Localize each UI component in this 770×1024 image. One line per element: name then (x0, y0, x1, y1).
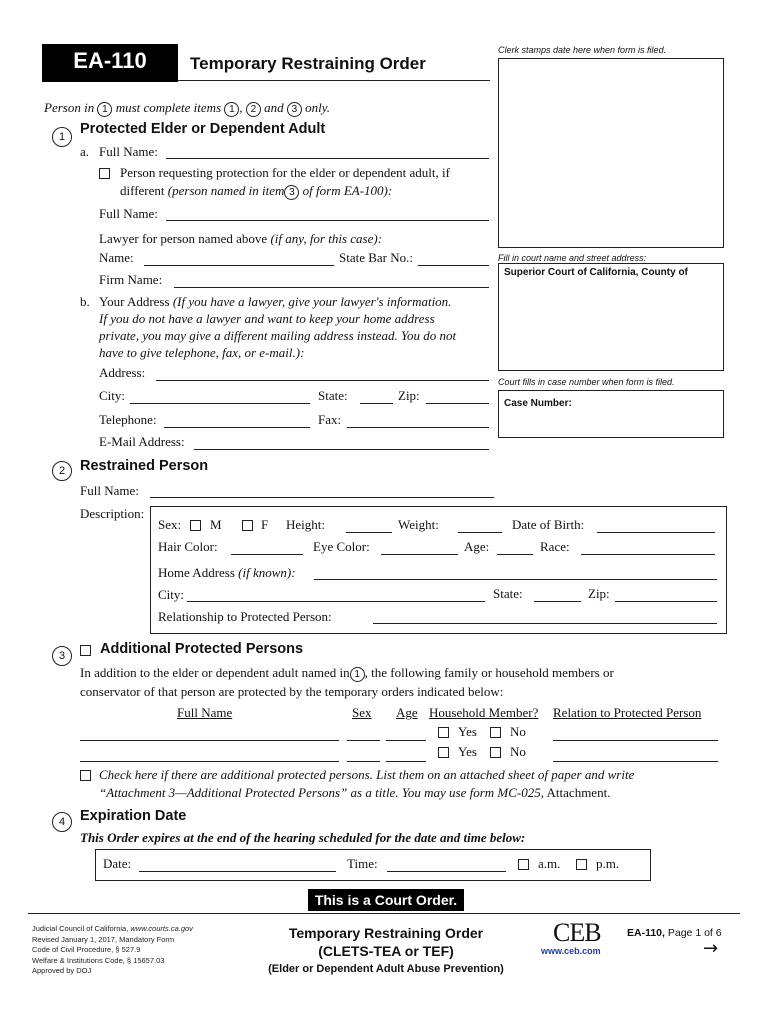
telephone-field[interactable] (164, 427, 310, 428)
home-address-field[interactable] (314, 579, 717, 580)
section-2-title: Restrained Person (80, 458, 209, 474)
sex-m-checkbox[interactable] (190, 520, 201, 531)
col-relation: Relation to Protected Person (553, 705, 702, 720)
col-household: Household Member? (429, 705, 539, 720)
person1-age-field[interactable] (386, 740, 426, 741)
rp-full-name-label: Full Name: (80, 483, 139, 498)
clerk-stamp-box (498, 58, 724, 248)
person2-yes-checkbox[interactable] (438, 747, 449, 758)
sex-f-checkbox[interactable] (242, 520, 253, 531)
rp-zip-field[interactable] (615, 601, 717, 602)
person2-no-label: No (510, 744, 526, 759)
time-label: Time: (347, 856, 378, 871)
city-label: City: (99, 388, 126, 403)
section-1-number: 1 (52, 127, 72, 147)
expiration-text: This Order expires at the end of the hearing scheduled for the date and time below: (80, 830, 526, 845)
full-name-label: Full Name: (99, 144, 158, 159)
form-title: Temporary Restraining Order (190, 54, 426, 73)
requestor-checkbox[interactable] (99, 168, 110, 179)
address-label: Address: (99, 365, 146, 380)
person1-name-field[interactable] (80, 740, 339, 741)
instructions: Person in 1 must complete items 1 , 2 and 3 only. (44, 100, 331, 115)
zip-field[interactable] (426, 403, 489, 404)
full-name-2-label: Full Name: (99, 206, 158, 221)
col-full-name: Full Name (177, 705, 233, 720)
additional-persons-checkbox[interactable] (80, 645, 91, 656)
fax-field[interactable] (347, 427, 489, 428)
more-persons-text-2: “Attachment 3—Additional Protected Persons” as a title. You may use form MC-025, Attachment. (99, 785, 611, 800)
col-sex: Sex (352, 705, 372, 720)
city-field[interactable] (130, 403, 310, 404)
ceb-url[interactable]: www.ceb.com (541, 946, 601, 956)
case-note: Court fills in case number when form is filed. (498, 377, 675, 387)
section-4-number: 4 (52, 812, 72, 832)
footer-title: Temporary Restraining Order (CLETS-TEA or TEF) (Elder or Dependent Adult Abuse Prevention) (268, 925, 504, 975)
rp-zip-label: Zip: (588, 586, 610, 601)
height-label: Height: (286, 517, 325, 532)
address-hint-4: have to give telephone, fax, or e-mail.): (99, 345, 305, 360)
weight-label: Weight: (398, 517, 439, 532)
relationship-label: Relationship to Protected Person: (158, 609, 332, 624)
sex-f-label: F (261, 517, 269, 532)
pm-checkbox[interactable] (576, 859, 587, 870)
clerk-note: Clerk stamps date here when form is filed. (498, 45, 667, 55)
relationship-field[interactable] (373, 623, 717, 624)
person1-no-label: No (510, 724, 526, 739)
person2-yes-label: Yes (458, 744, 477, 759)
firm-name-field[interactable] (174, 287, 489, 288)
hair-label: Hair Color: (158, 539, 218, 554)
email-label: E-Mail Address: (99, 434, 185, 449)
person1-sex-field[interactable] (347, 740, 380, 741)
description-label: Description: (80, 506, 145, 521)
state-label: State: (318, 388, 348, 403)
court-name: Superior Court of California, County of (504, 267, 688, 278)
address-hint-1: Your Address (If you have a lawyer, give your lawyer's information. (99, 294, 452, 309)
requestor-text-1: Person requesting protection for the elder or dependent adult, if (120, 165, 450, 180)
person2-age-field[interactable] (386, 761, 426, 762)
lawyer-name-label: Name: (99, 250, 134, 265)
ceb-logo: CEB (553, 918, 601, 947)
age-label: Age: (464, 539, 490, 554)
rp-state-field[interactable] (534, 601, 581, 602)
footer-rule (28, 913, 740, 914)
dob-field[interactable] (597, 532, 715, 533)
person2-name-field[interactable] (80, 761, 339, 762)
firm-name-label: Firm Name: (99, 272, 163, 287)
full-name-field[interactable] (166, 158, 489, 159)
am-checkbox[interactable] (518, 859, 529, 870)
footer-page: EA-110, Page 1 of 6 (627, 927, 722, 939)
sex-m-label: M (210, 517, 222, 532)
header-rule (178, 80, 490, 81)
person1-no-checkbox[interactable] (490, 727, 501, 738)
person1-yes-checkbox[interactable] (438, 727, 449, 738)
address-hint-2: If you do not have a lawyer and want to keep your home address (99, 311, 435, 326)
person1-relation-field[interactable] (553, 740, 718, 741)
next-page-arrow-icon[interactable]: → (703, 938, 719, 959)
more-persons-text-1: Check here if there are additional protected persons. List them on an attached sheet of paper and write (99, 767, 635, 782)
item-b-marker: b. (80, 294, 90, 309)
person2-sex-field[interactable] (347, 761, 380, 762)
time-field[interactable] (387, 871, 506, 872)
rp-city-field[interactable] (187, 601, 485, 602)
section-3-text-1: In addition to the elder or dependent adult named in 1 , the following family or household members or (80, 665, 614, 680)
eye-label: Eye Color: (313, 539, 370, 554)
section-3-text-2: conservator of that person are protected by the temporary orders indicated below: (80, 684, 504, 699)
zip-label: Zip: (398, 388, 420, 403)
race-field[interactable] (581, 554, 715, 555)
race-label: Race: (540, 539, 570, 554)
state-bar-label: State Bar No.: (339, 250, 414, 265)
telephone-label: Telephone: (99, 412, 157, 427)
email-field[interactable] (194, 449, 489, 450)
address-hint-3: private, you may give a different mailing address instead. You do not (99, 328, 457, 343)
address-field[interactable] (156, 380, 489, 381)
lawyer-name-field[interactable] (144, 265, 334, 266)
footer-left: Judicial Council of California, www.courts.ca.gov Revised January 1, 2017, Mandatory Form Code of Civil Procedure, § 527.9 Welfare & Institutions Code, § 15657.03 Approved by DOJ (32, 924, 193, 975)
section-4-title: Expiration Date (80, 808, 187, 824)
pm-label: p.m. (596, 856, 620, 871)
person2-no-checkbox[interactable] (490, 747, 501, 758)
eye-field[interactable] (381, 554, 458, 555)
hair-field[interactable] (231, 554, 303, 555)
sex-label: Sex: (158, 517, 182, 532)
rp-state-label: State: (493, 586, 523, 601)
section-3-number: 3 (52, 646, 72, 666)
court-name-box (498, 263, 724, 371)
person1-yes-label: Yes (458, 724, 477, 739)
person2-relation-field[interactable] (553, 761, 718, 762)
state-bar-field[interactable] (418, 265, 489, 266)
date-field[interactable] (139, 871, 336, 872)
more-persons-checkbox[interactable] (80, 770, 91, 781)
rp-city-label: City: (158, 587, 185, 602)
case-number-label: Case Number: (504, 398, 572, 409)
date-label: Date: (103, 856, 132, 871)
weight-field[interactable] (458, 532, 502, 533)
lawyer-label: Lawyer for person named above (if any, for this case): (99, 231, 383, 246)
item-a-marker: a. (80, 144, 90, 159)
home-address-label: Home Address (if known): (158, 565, 296, 580)
court-order-banner: This is a Court Order. (308, 889, 464, 911)
section-3-title: Additional Protected Persons (100, 641, 304, 657)
state-field[interactable] (360, 403, 393, 404)
dob-label: Date of Birth: (512, 517, 585, 532)
col-age: Age (396, 705, 418, 720)
section-2-number: 2 (52, 461, 72, 481)
height-field[interactable] (346, 532, 392, 533)
full-name-2-field[interactable] (166, 220, 489, 221)
am-label: a.m. (538, 856, 561, 871)
fax-label: Fax: (318, 412, 342, 427)
court-fill-note: Fill in court name and street address: (498, 253, 647, 263)
form-id: EA-110 (73, 48, 147, 73)
requestor-text-2: different (person named in item 3 of form EA-100): (120, 183, 393, 198)
rp-full-name-field[interactable] (150, 497, 494, 498)
section-1-title: Protected Elder or Dependent Adult (80, 121, 326, 137)
age-field[interactable] (497, 554, 533, 555)
